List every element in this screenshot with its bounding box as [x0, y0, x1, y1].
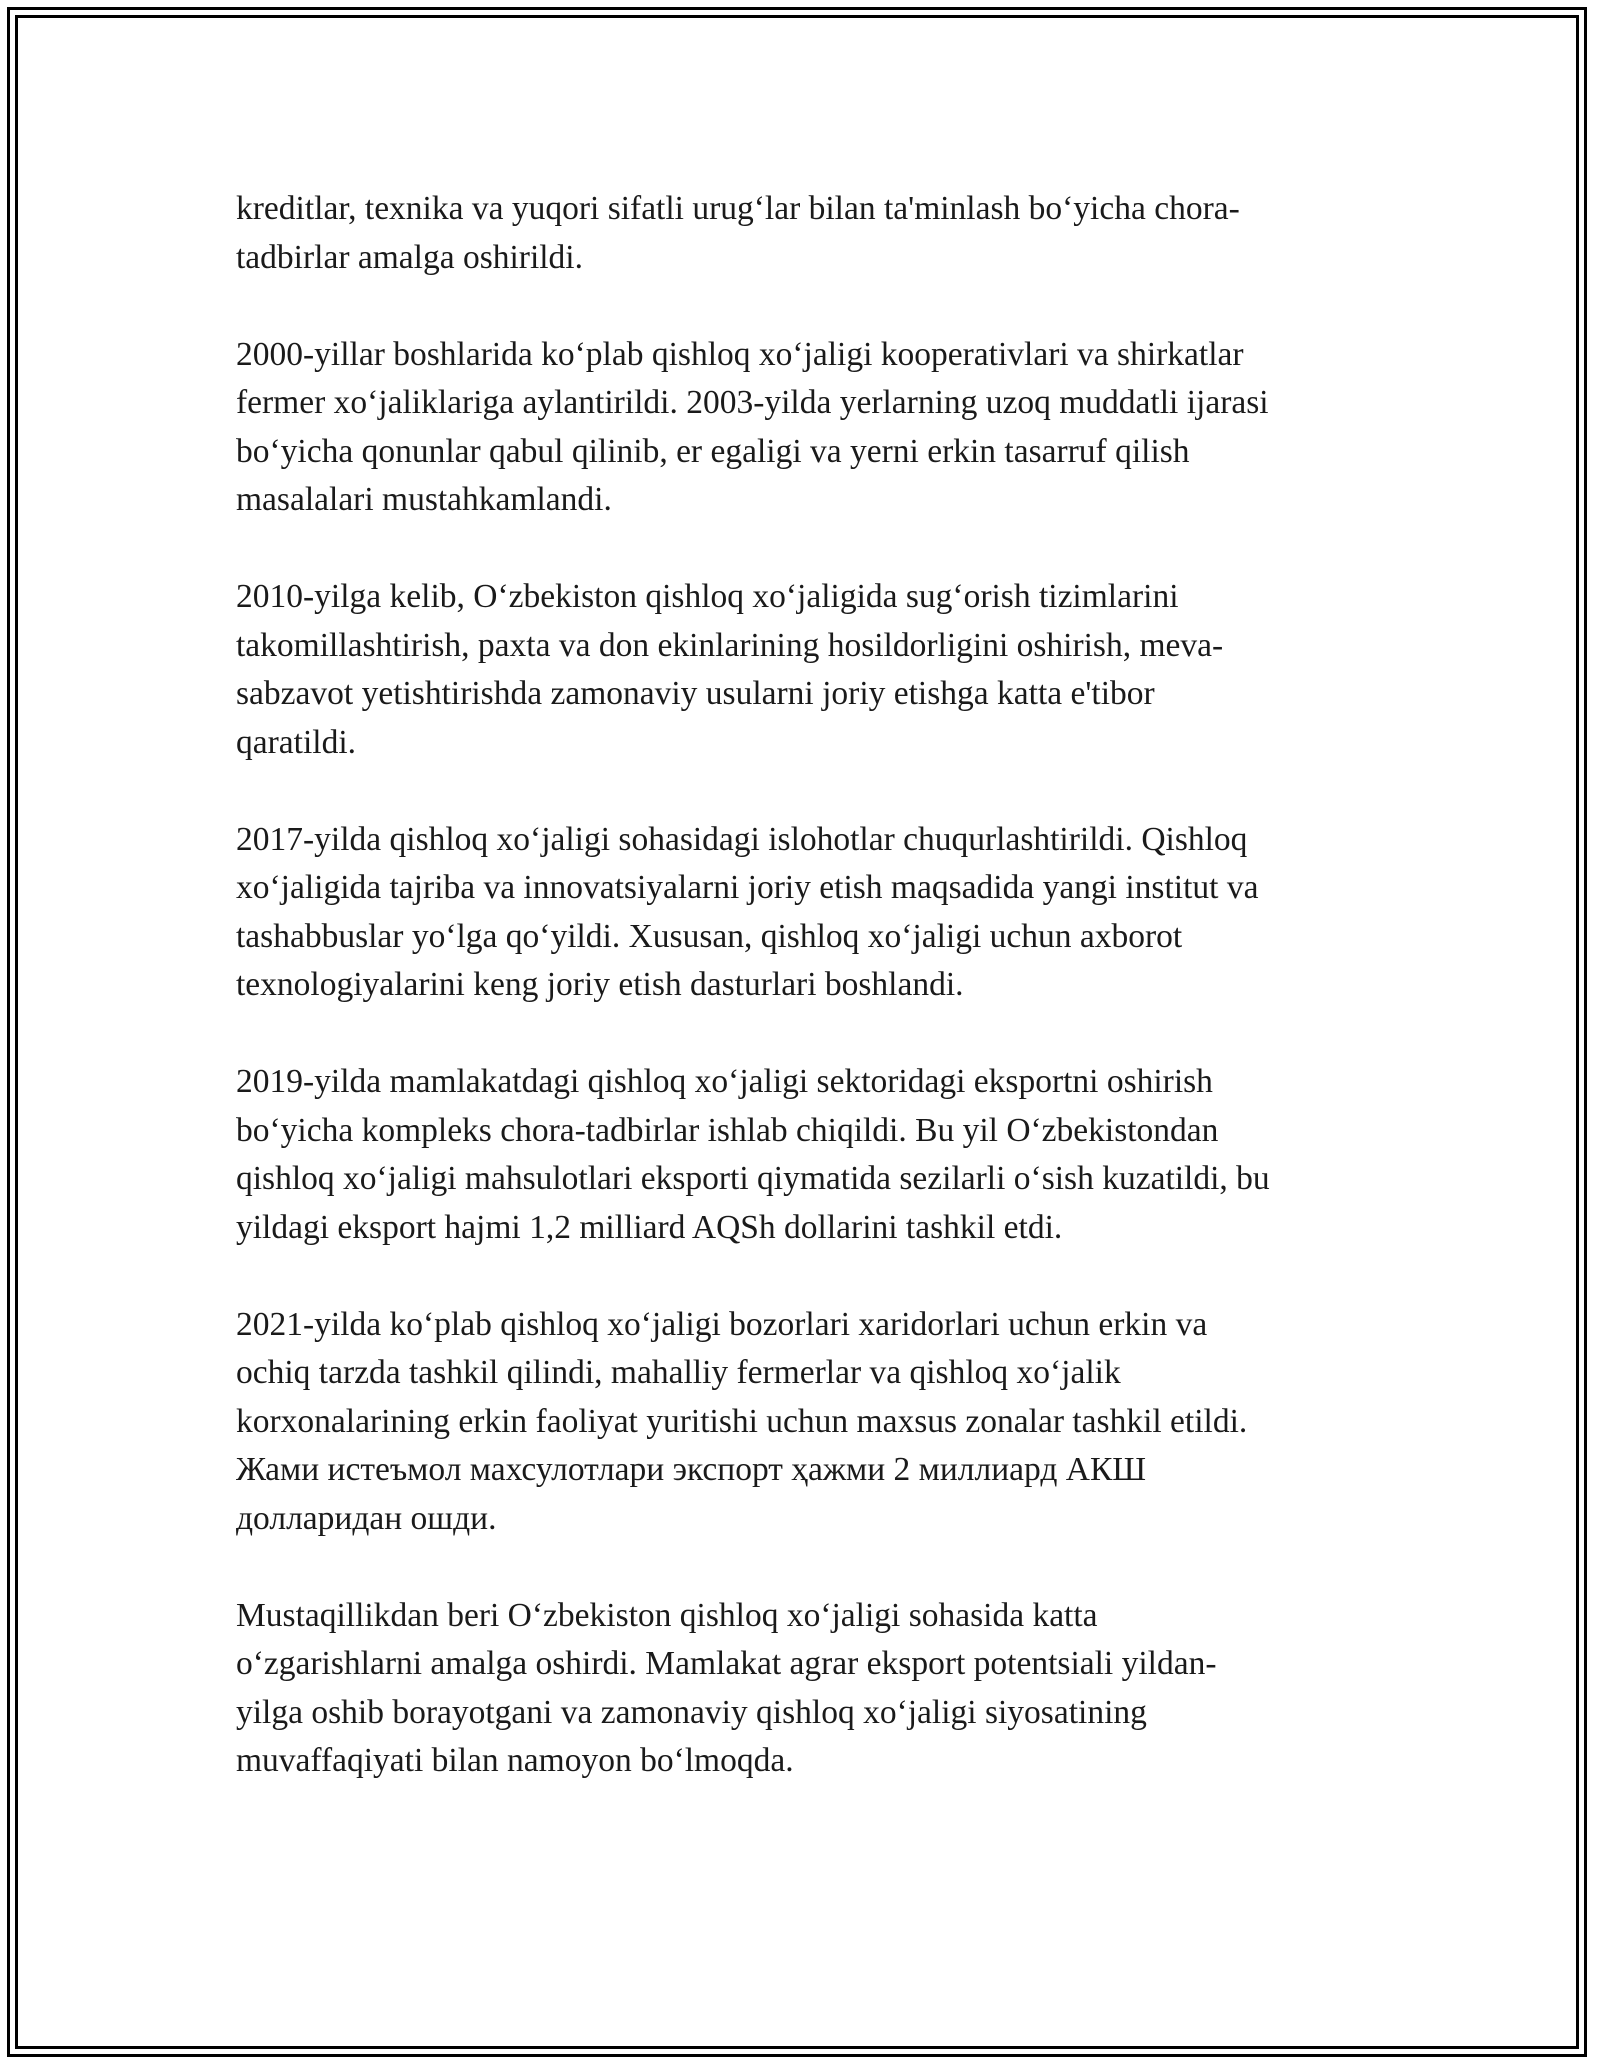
paragraph-2010: 2010-yilga kelib, O‘zbekiston qishloq xo‘jaligida sug‘orish tizimlarini takomillashtirish, paxta va don ekinlarining hosildorligini oshirish, meva- sabzavot yetishtirishda zamonaviy usularni joriy etishga katta e'tibor qaratildi.: [236, 578, 1224, 761]
paragraph-credits: kreditlar, texnika va yuqori sifatli urug‘lar bilan ta'minlash bo‘yicha chora- tadbirlar amalga oshirildi.: [236, 190, 1240, 276]
paragraph-2017: 2017-yilda qishloq xo‘jaligi sohasidagi islohotlar chuqurlashtirildi. Qishloq xo‘jaligida tajriba va innovatsiyalarni joriy etish maqsadida yangi institut va tashabbuslar yo‘lga qo‘yildi. Xususan, qishloq xo‘jaligi uchun axborot texnologiyalarini keng joriy etish dasturlari boshlandi.: [236, 820, 1259, 1003]
document-body: [236, 185, 1376, 1834]
paragraph-conclusion: Mustaqillikdan beri O‘zbekiston qishloq xo‘jaligi sohasida katta o‘zgarishlarni amalga oshirdi. Mamlakat agrar eksport potentsiali yildan- yilga oshib borayotgani va zamonaviy qishloq xo‘jaligi siyosatining muvaffaqiyati bilan namoyon bo‘lmoqda.: [236, 1596, 1217, 1779]
paragraph-2021: 2021-yilda ko‘plab qishloq xo‘jaligi bozorlari xaridorlari uchun erkin va ochiq tarzda tashkil qilindi, mahalliy fermerlar va qishloq xo‘jalik korxonalarining erkin faoliyat yuritishi uchun maxsus zonalar tashkil etildi. Жами истеъмол махсулотлари экспорт ҳажми 2 миллиард АКШ долларидан ошди.: [236, 1305, 1248, 1537]
paragraph-2019: 2019-yilda mamlakatdagi qishloq xo‘jaligi sektoridagi eksportni oshirish bo‘yicha kompleks chora-tadbirlar ishlab chiqildi. Bu yil O‘zbekistondan qishloq xo‘jaligi mahsulotlari eksporti qiymatida sezilarli o‘sish kuzatildi, bu yildagi eksport hajmi 1,2 milliard AQSh dollarini tashkil etdi.: [236, 1063, 1270, 1246]
paragraph-2000s: 2000-yillar boshlarida ko‘plab qishloq xo‘jaligi kooperativlari va shirkatlar fermer xo‘jaliklariga aylantirildi. 2003-yilda yerlarning uzoq muddatli ijarasi bo‘yicha qonunlar qabul qilinib, er egaligi va yerni erkin tasarruf qilish masalalari mustahkamlandi.: [236, 335, 1269, 518]
